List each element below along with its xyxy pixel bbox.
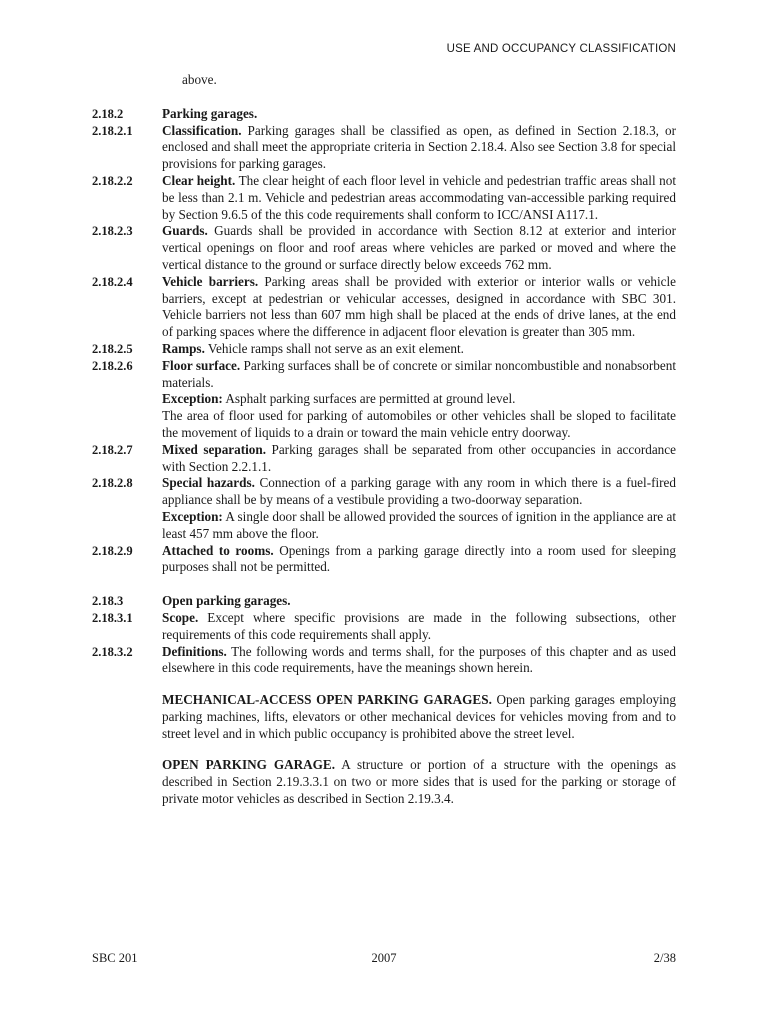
section-title: Guards.	[162, 223, 208, 239]
section-number: 2.18.2.3	[92, 224, 133, 239]
section-number: 2.18.2.8	[92, 476, 133, 491]
hazard-exception	[92, 509, 676, 543]
section-title: Clear height.	[162, 172, 236, 188]
definition-term: OPEN PARKING GARAGE.	[162, 757, 336, 773]
section-2-18-2-8	[92, 475, 676, 509]
page-header: USE AND OCCUPANCY CLASSIFICATION	[446, 43, 676, 55]
definition-text: A structure or portion of a structure with the openings as described in Section 2.19.3.3.1 on two or more sides that is used for the parking or storage of private motor vehicles as described in Section 2.19.3.4.	[162, 757, 677, 807]
section-2-18-2	[92, 106, 676, 123]
footer-year: 2007	[371, 951, 397, 965]
section-title: Parking garages.	[162, 105, 258, 121]
section-2-18-2-3	[92, 223, 676, 273]
exception-label: Exception:	[162, 391, 223, 407]
section-title: Mixed separation.	[162, 441, 267, 457]
section-text: Guards shall be provided in accordance with Section 8.12 at exterior and interior vertical openings on floor and roof areas where vehicles are parked or moved and where the vertical distance to the ground or surface directly below exceeds 762 mm.	[162, 223, 676, 272]
footer-code: SBC 201	[92, 951, 138, 965]
floor-exception	[92, 391, 676, 408]
section-number: 2.18.3.1	[92, 610, 133, 625]
exception-text: A single door shall be allowed provided the sources of ignition in the appliance are at least 457 mm above the floor.	[162, 508, 676, 541]
section-number: 2.18.2.9	[92, 543, 133, 558]
floor-followup: The area of floor used for parking of automobiles or other vehicles shall be sloped to facilitate the movement of liquids to a drain or toward the main vehicle entry doorway.	[162, 408, 676, 440]
section-2-18-2-7	[92, 442, 676, 476]
section-title: Special hazards.	[162, 475, 255, 491]
section-number: 2.18.3.2	[92, 644, 133, 659]
section-text: Parking garages shall be separated from other occupancies in accordance with Section 2.2.1.1.	[162, 441, 676, 474]
section-title: Ramps.	[162, 340, 205, 356]
section-text: The clear height of each floor level in vehicle and pedestrian traffic areas shall not be less than 2.1 m. Vehicle and pedestrian areas accommodating van-accessible parking required by Section 9.6.5 of the this code requirements shall conform to ICC/ANSI A117.1.	[162, 172, 677, 222]
section-2-18-3	[92, 593, 676, 610]
section-number: 2.18.2.4	[92, 274, 133, 289]
definition-term: MECHANICAL-ACCESS OPEN PARKING GARAGES.	[162, 692, 492, 708]
section-number: 2.18.2.7	[92, 442, 133, 457]
section-text: Parking areas shall be provided with exterior or interior walls or vehicle barriers, except at pedestrian or vehicular accesses, designed in accordance with SBC 301. Vehicle barriers not less than 607 mm high shall be placed at the ends of drive lanes, at the end of parking spaces where the difference in adjacent floor elevation is greater than 305 mm.	[162, 273, 676, 340]
page-footer	[92, 950, 676, 967]
section-2-18-2-4	[92, 274, 676, 341]
section-2-18-2-1	[92, 123, 676, 173]
document-body	[92, 72, 676, 808]
section-text: The following words and terms shall, for the purposes of this chapter and as used elsewhere in this code requirements, have the meanings shown herein.	[162, 643, 676, 676]
section-title: Definitions.	[162, 643, 227, 659]
section-text: Connection of a parking garage with any room in which there is a fuel-fired appliance shall be by means of a vestibule providing a two-doorway separation.	[162, 475, 676, 508]
section-2-18-2-2	[92, 173, 676, 223]
section-title: Attached to rooms.	[162, 542, 274, 558]
section-2-18-2-6	[92, 358, 676, 392]
section-title: Vehicle barriers.	[162, 273, 259, 289]
section-number: 2.18.2.2	[92, 173, 133, 188]
section-text: Vehicle ramps shall not serve as an exit element.	[204, 340, 464, 356]
exception-text: Asphalt parking surfaces are permitted at ground level.	[222, 391, 516, 407]
section-title: Scope.	[162, 609, 199, 625]
section-number: 2.18.2	[92, 106, 124, 121]
page-number: 2/38	[653, 951, 677, 965]
section-number: 2.18.3	[92, 594, 124, 609]
section-text: Openings from a parking garage directly into a room used for sleeping purposes shall not be permitted.	[162, 542, 676, 575]
definition-text: Open parking garages employing parking machines, lifts, elevators or other mechanical devices for vehicles moving from and to street level and in which public occupancy is prohibited above the street level.	[162, 692, 676, 741]
section-number: 2.18.2.6	[92, 358, 133, 373]
definition-open-parking-garage	[92, 757, 676, 807]
section-2-18-2-9	[92, 543, 676, 577]
definition-mechanical-access	[92, 692, 676, 742]
section-title: Classification.	[162, 122, 242, 138]
section-title: Open parking garages.	[162, 593, 291, 609]
section-text: Parking surfaces shall be of concrete or similar noncombustible and nonabsorbent materials.	[162, 357, 676, 390]
exception-label: Exception:	[162, 508, 223, 524]
section-number: 2.18.2.1	[92, 123, 133, 138]
section-text: Except where specific provisions are made in the following subsections, other requirements of this code requirements shall apply.	[162, 609, 676, 642]
section-2-18-3-2	[92, 644, 676, 678]
lead-text: above.	[182, 72, 217, 87]
section-number: 2.18.2.5	[92, 341, 133, 356]
section-text: Parking garages shall be classified as open, as defined in Section 2.18.3, or enclosed and shall meet the appropriate criteria in Section 2.18.4. Also see Section 3.8 for special provisions for parking garages.	[162, 122, 676, 172]
section-2-18-3-1	[92, 610, 676, 644]
section-2-18-2-5	[92, 341, 676, 358]
section-title: Floor surface.	[162, 357, 241, 373]
